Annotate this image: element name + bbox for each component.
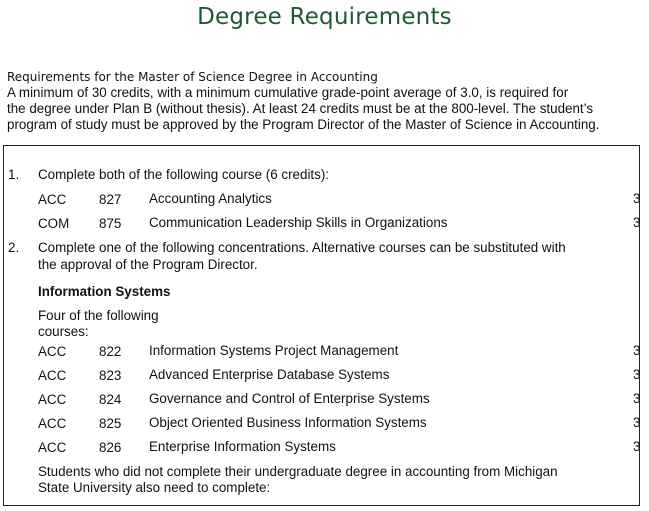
course-number: 822 [99, 344, 122, 359]
requirement-number-1: 1. [8, 167, 20, 182]
concentration-instruction-b: courses: [38, 324, 89, 339]
course-credits: 3 [633, 391, 641, 406]
intro-heading: Requirements for the Master of Science Degree in Accounting [7, 70, 378, 84]
course-title: Advanced Enterprise Database Systems [149, 367, 390, 382]
course-title: Object Oriented Business Information Systems [149, 415, 427, 430]
course-subject: ACC [38, 392, 67, 407]
course-title: Governance and Control of Enterprise Systems [149, 391, 430, 406]
course-number: 826 [99, 440, 122, 455]
concentration-instruction-a: Four of the following [38, 308, 159, 323]
course-subject: ACC [38, 416, 67, 431]
intro-line: program of study must be approved by the Program Director of the Master of Science in Accounting. [7, 117, 600, 132]
course-number: 825 [99, 416, 122, 431]
course-subject: ACC [38, 368, 67, 383]
course-number: 824 [99, 392, 122, 407]
intro-body [7, 85, 643, 133]
concentration-note-b: State University also need to complete: [38, 480, 271, 495]
degree-intro [7, 70, 643, 133]
course-title: Communication Leadership Skills in Organizations [149, 215, 448, 230]
course-title: Enterprise Information Systems [149, 439, 336, 454]
course-subject: COM [38, 216, 70, 231]
course-credits: 3 [633, 343, 641, 358]
requirements-box [3, 145, 640, 506]
requirement-number-2: 2. [8, 240, 20, 255]
course-number: 827 [99, 192, 122, 207]
course-title: Accounting Analytics [149, 191, 272, 206]
requirement-text-2b: the approval of the Program Director. [38, 257, 258, 272]
course-subject: ACC [38, 192, 67, 207]
concentration-heading: Information Systems [38, 284, 171, 299]
course-credits: 3 [633, 415, 641, 430]
page-title: Degree Requirements [197, 4, 452, 30]
course-credits: 3 [633, 191, 641, 206]
course-subject: ACC [38, 440, 67, 455]
concentration-note-a: Students who did not complete their undergraduate degree in accounting from Michigan [38, 464, 558, 479]
requirement-text-2a: Complete one of the following concentrations. Alternative courses can be substituted with [38, 240, 566, 255]
course-number: 823 [99, 368, 122, 383]
course-credits: 3 [633, 367, 641, 382]
course-credits: 3 [633, 215, 641, 230]
intro-line: A minimum of 30 credits, with a minimum cumulative grade-point average of 3.0, is required for [7, 85, 569, 100]
course-subject: ACC [38, 344, 67, 359]
requirement-text-1: Complete both of the following course (6 credits): [38, 167, 330, 182]
course-number: 875 [99, 216, 122, 231]
course-credits: 3 [633, 439, 641, 454]
intro-line: the degree under Plan B (without thesis). At least 24 credits must be at the 800-level. The student’s [7, 101, 594, 116]
course-title: Information Systems Project Management [149, 343, 399, 358]
